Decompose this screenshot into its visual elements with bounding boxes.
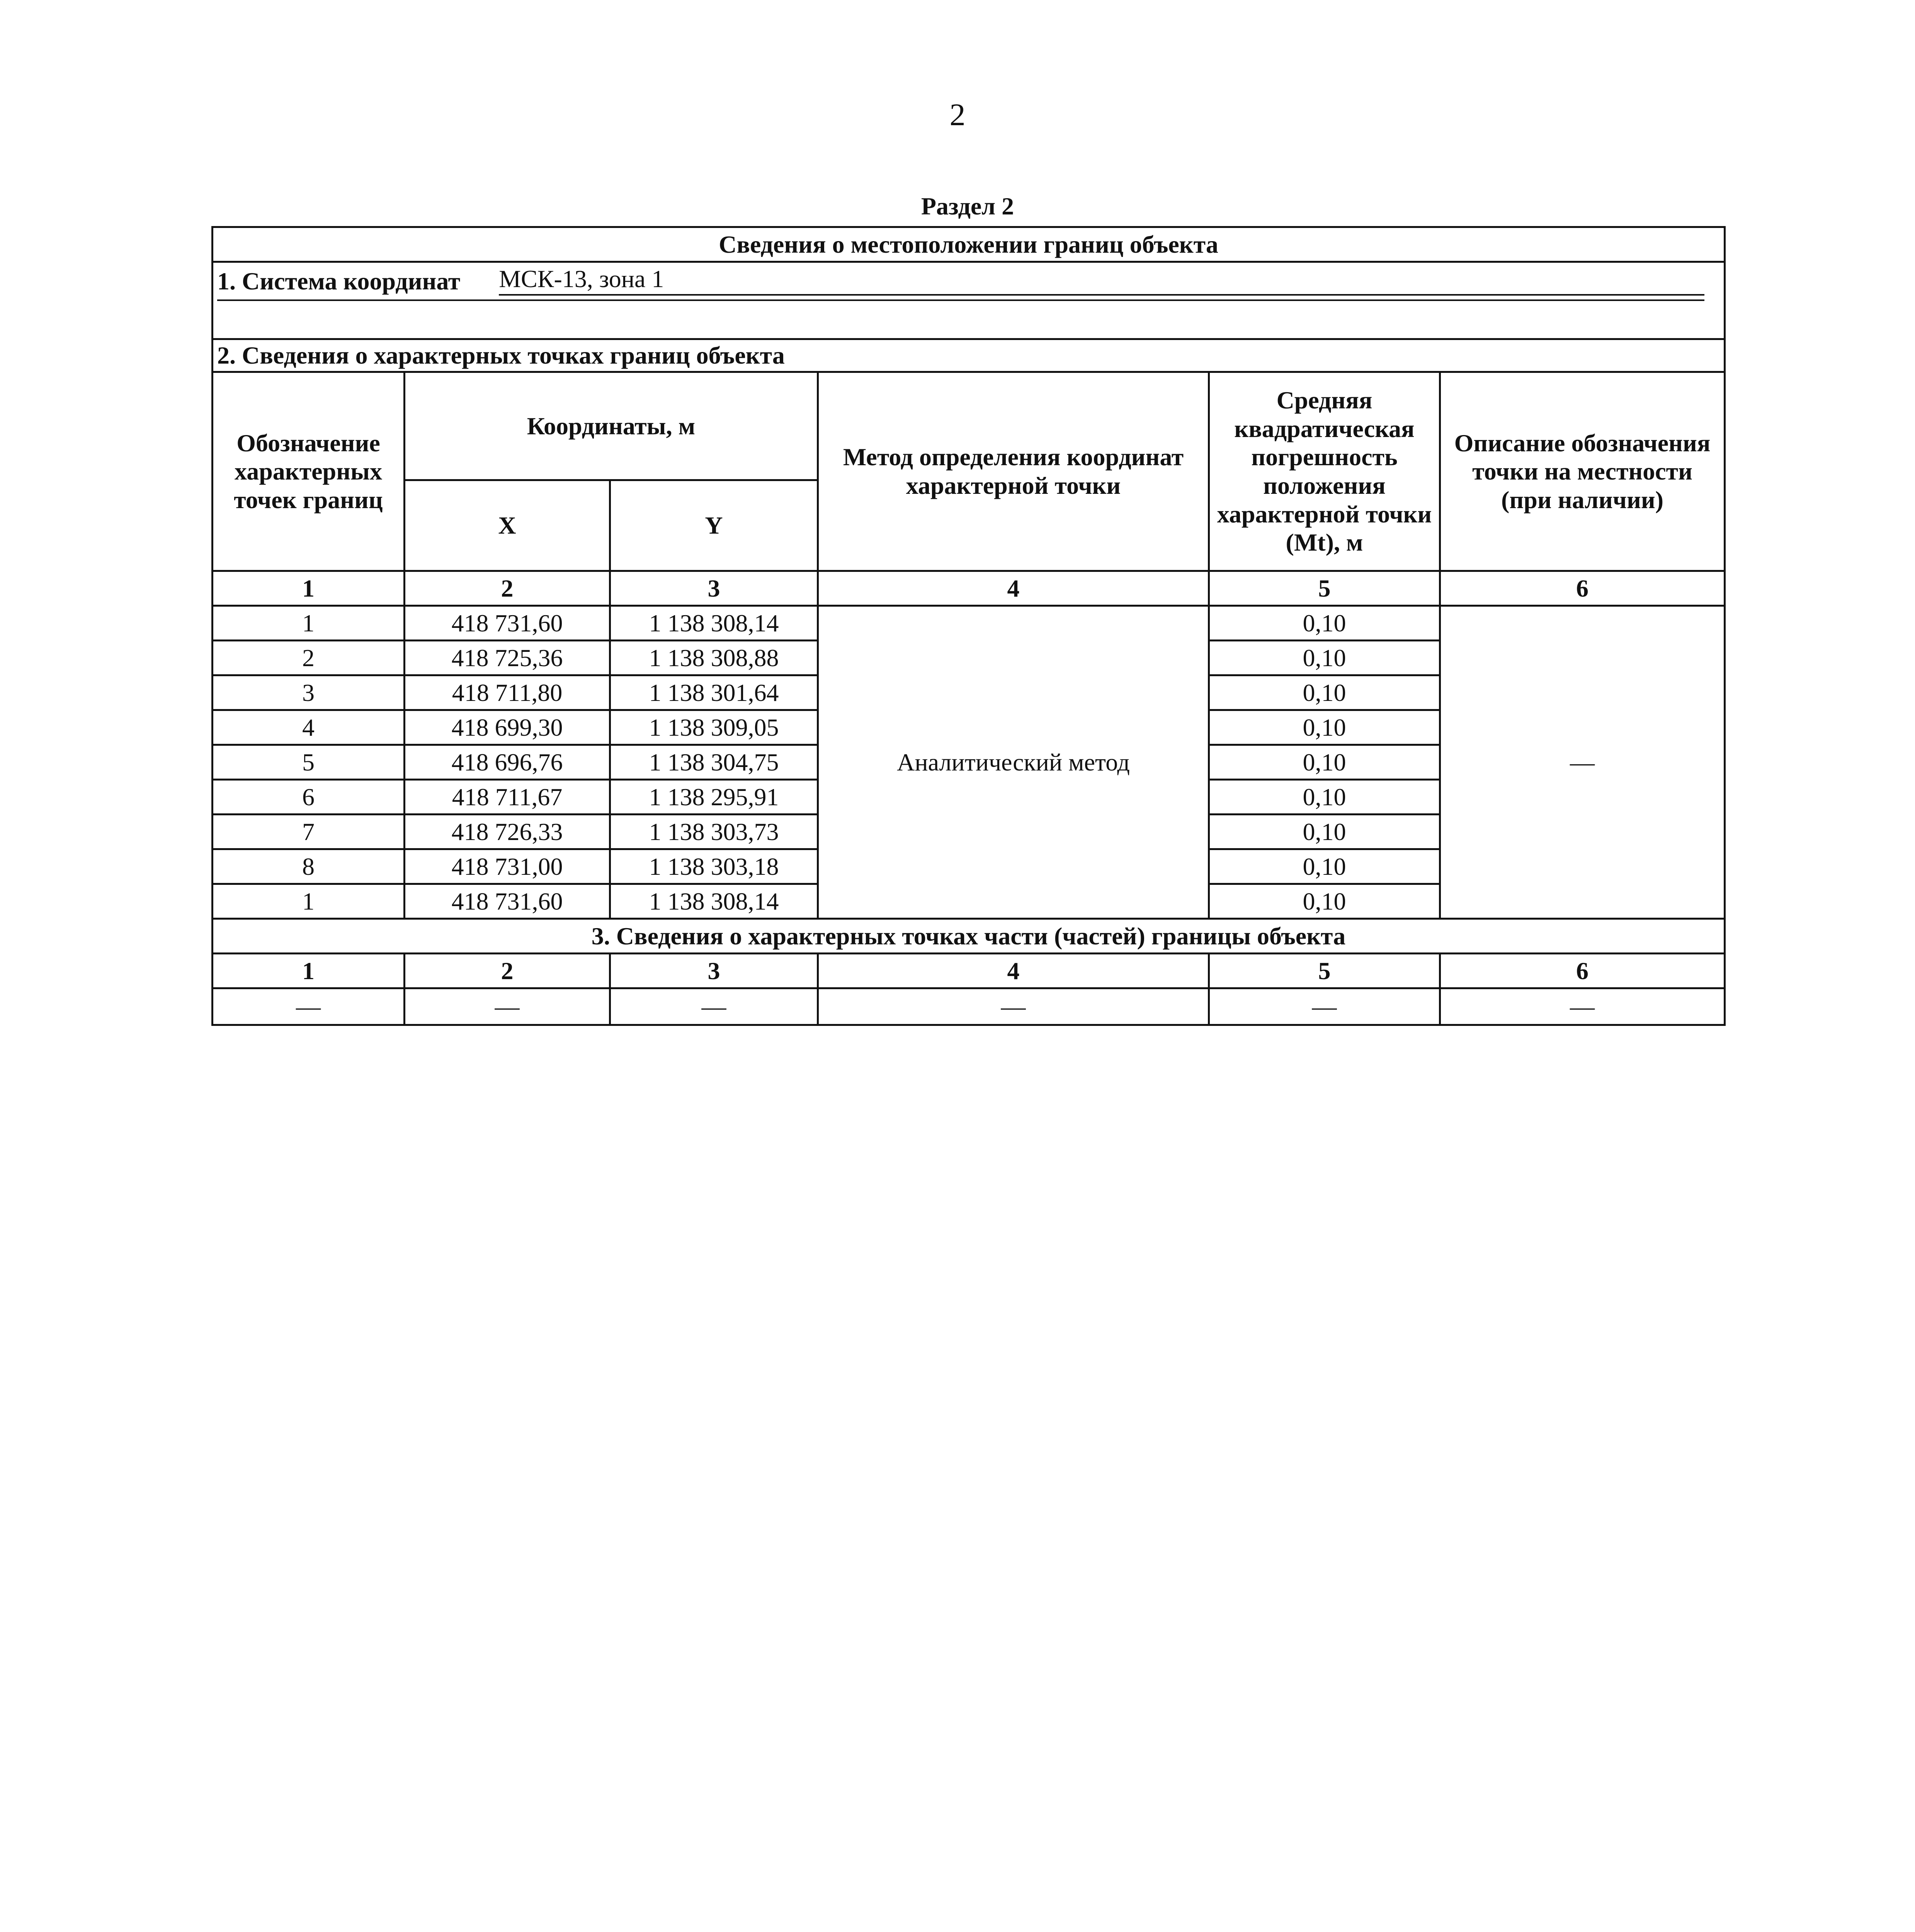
x-cell: 418 731,60 [405,606,610,641]
column-number: 5 [1209,571,1440,606]
y-cell: 1 138 304,75 [610,745,818,780]
point-cell: 8 [213,849,405,884]
column-number: 4 [818,954,1209,988]
page-number: 2 [949,97,966,132]
coord-system-cell [213,262,1725,339]
header-row-1 [213,372,1725,480]
point-cell: 1 [213,606,405,641]
x-cell: 418 711,80 [405,675,610,710]
x-cell: 418 725,36 [405,641,610,675]
column-number: 3 [610,954,818,988]
part2-title-row [213,339,1725,372]
part3-cell: — [213,988,405,1025]
column-number: 6 [1440,571,1725,606]
part2-title: 2. Сведения о характерных точках границ объекта [213,339,1725,372]
point-cell: 7 [213,815,405,849]
x-cell: 418 731,00 [405,849,610,884]
y-cell: 1 138 308,88 [610,641,818,675]
mt-cell: 0,10 [1209,675,1440,710]
column-number: 6 [1440,954,1725,988]
part3-cell: — [405,988,610,1025]
x-cell: 418 696,76 [405,745,610,780]
column-number: 1 [213,571,405,606]
point-cell: 2 [213,641,405,675]
header-description: Описание обозначения точки на местности (при наличии) [1440,372,1725,571]
mt-cell: 0,10 [1209,884,1440,919]
header-mt: Средняя квадратическая погрешность положения характерной точки (Mt), м [1209,372,1440,571]
header-coordinates: Координаты, м [405,372,818,480]
x-cell: 418 711,67 [405,780,610,815]
description-cell: — [1440,606,1725,919]
y-cell: 1 138 303,18 [610,849,818,884]
column-number: 2 [405,954,610,988]
header-point-designation: Обозначение характерных точек границ [213,372,405,571]
y-cell: 1 138 303,73 [610,815,818,849]
coord-system-value: МСК-13, зона 1 [499,265,1704,296]
column-number: 5 [1209,954,1440,988]
mt-cell: 0,10 [1209,815,1440,849]
x-cell: 418 726,33 [405,815,610,849]
section-title: Раздел 2 [921,192,1014,220]
coord-system-row [213,262,1725,339]
point-cell: 6 [213,780,405,815]
table-title-row [213,227,1725,262]
header-x: X [405,480,610,571]
mt-cell: 0,10 [1209,641,1440,675]
part3-column-numbers-row [213,954,1725,988]
x-cell: 418 699,30 [405,710,610,745]
part3-cell: — [610,988,818,1025]
point-cell: 4 [213,710,405,745]
column-number: 2 [405,571,610,606]
part3-title: 3. Сведения о характерных точках части (частей) границы объекта [213,919,1725,954]
y-cell: 1 138 301,64 [610,675,818,710]
column-numbers-row [213,571,1725,606]
y-cell: 1 138 308,14 [610,884,818,919]
blank-line [217,299,1704,301]
y-cell: 1 138 295,91 [610,780,818,815]
column-number: 4 [818,571,1209,606]
part3-cell: — [1209,988,1440,1025]
mt-cell: 0,10 [1209,745,1440,780]
point-cell: 1 [213,884,405,919]
mt-cell: 0,10 [1209,710,1440,745]
point-cell: 3 [213,675,405,710]
coord-system-label: 1. Система координат [217,267,461,295]
part3-title-row [213,919,1725,954]
point-cell: 5 [213,745,405,780]
mt-cell: 0,10 [1209,606,1440,641]
y-cell: 1 138 308,14 [610,606,818,641]
header-method: Метод определения координат характерной точки [818,372,1209,571]
part3-cell: — [1440,988,1725,1025]
mt-cell: 0,10 [1209,849,1440,884]
column-number: 1 [213,954,405,988]
table-row [213,606,1725,641]
table-title: Сведения о местоположении границ объекта [213,227,1725,262]
x-cell: 418 731,60 [405,884,610,919]
mt-cell: 0,10 [1209,780,1440,815]
y-cell: 1 138 309,05 [610,710,818,745]
column-number: 3 [610,571,818,606]
header-y: Y [610,480,818,571]
method-cell: Аналитический метод [818,606,1209,919]
part3-row [213,988,1725,1025]
boundary-table [211,226,1726,1026]
part3-cell: — [818,988,1209,1025]
